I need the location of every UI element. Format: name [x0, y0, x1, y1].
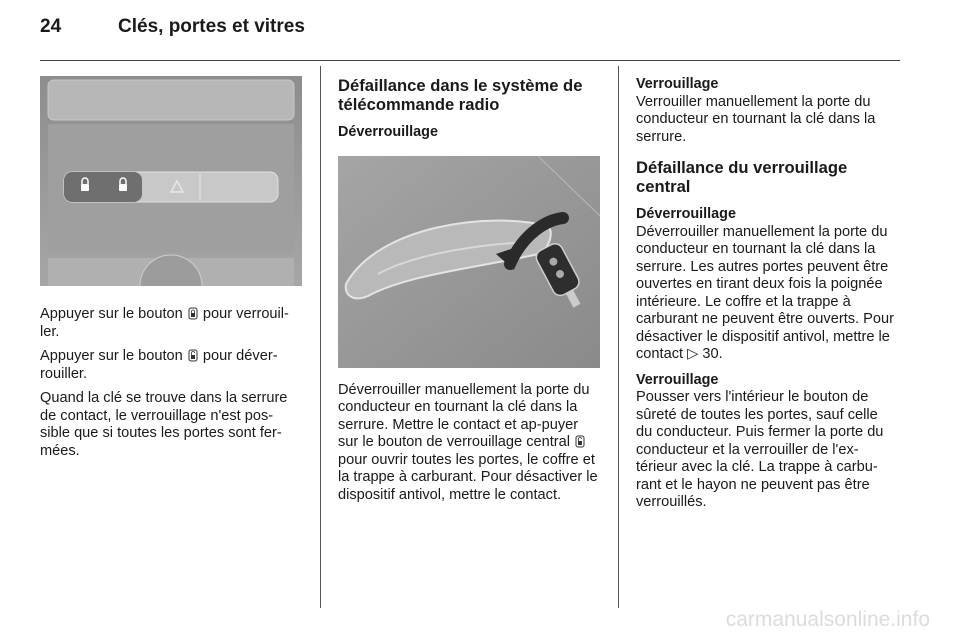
- door-handle-key-illustration: [338, 156, 600, 368]
- page-ref-number[interactable]: 30.: [702, 346, 723, 362]
- section-heading-remote-failure: Défaillance dans le système de télécommande radio: [338, 76, 583, 114]
- central-unlock-text: Déverrouiller manuellement la porte du conducteur en tournant la clé dans la serrure. Les autres portes peuvent être ouvertes en tirant deux fois la poignée intérieure. Le coffre et la trappe à carburant ne peuvent être ouverts. Pour désactiver le dispositif antivol, mettre le contact: [636, 223, 894, 362]
- subheading-locking-2: Verrouillage: [636, 371, 719, 388]
- page-ref-arrow-icon: ▷: [687, 346, 699, 362]
- lock-text-before: Appuyer sur le bouton: [40, 306, 183, 322]
- central-locking-buttons-illustration: [40, 76, 302, 286]
- manual-unlock-text-before: Déverrouiller manuellement la porte du conducteur en tournant la clé dans la serrure. Mettre le contact et ap-puyer sur le bouton de verrouillage central: [338, 381, 590, 450]
- unlock-text-after: pour déver-rouiller.: [40, 348, 278, 382]
- unlock-text-before: Appuyer sur le bouton: [40, 348, 183, 364]
- central-unlock-icon: [575, 435, 585, 448]
- paragraph-central-unlock: [636, 224, 898, 364]
- header-rule: [40, 60, 900, 61]
- column-divider-2: [618, 66, 619, 608]
- column-1: [40, 76, 302, 467]
- watermark: carmanualsonline.info: [725, 608, 930, 631]
- page-title: Clés, portes et vitres: [118, 16, 305, 37]
- column-2: [338, 76, 600, 511]
- subheading-locking-1: Verrouillage: [636, 76, 719, 92]
- paragraph-manual-lock: Verrouiller manuellement la porte du conducteur en tournant la clé dans la serrure.: [636, 93, 876, 145]
- subheading-unlocking: Déverrouillage: [338, 124, 438, 140]
- paragraph-manual-unlock: [338, 382, 600, 505]
- lock-text-after: pour verrouil-ler.: [40, 306, 289, 340]
- manual-unlock-text-after: pour ouvrir toutes les portes, le coffre et la trappe à carburant. Pour désactiver le dispositif antivol, mettre le contact.: [338, 451, 598, 503]
- subheading-unlocking-2: Déverrouillage: [636, 206, 736, 222]
- unlock-key-icon: [188, 349, 198, 362]
- column-divider-1: [320, 66, 321, 608]
- page-number: 24: [40, 16, 62, 37]
- lock-key-icon: [188, 307, 198, 320]
- paragraph-central-lock: Pousser vers l'intérieur le bouton de sûreté de toutes les portes, sauf celle du conducteur. Puis fermer la porte du conducteur et la verrouiller de l'ex-térieur avec la clé. La trappe à carbu-rant et le hayon ne peuvent pas être verrouillés.: [636, 389, 884, 510]
- column-3: [636, 76, 898, 519]
- paragraph-lock-button: [40, 306, 302, 341]
- paragraph-unlock-button: [40, 348, 302, 383]
- page-header: [40, 16, 920, 48]
- section-heading-central-failure: Défaillance du verrouillage central: [636, 158, 848, 196]
- paragraph-ignition-note: Quand la clé se trouve dans la serrure de contact, le verrouillage n'est pos-sible que si toutes les portes sont fer-mées.: [40, 390, 288, 459]
